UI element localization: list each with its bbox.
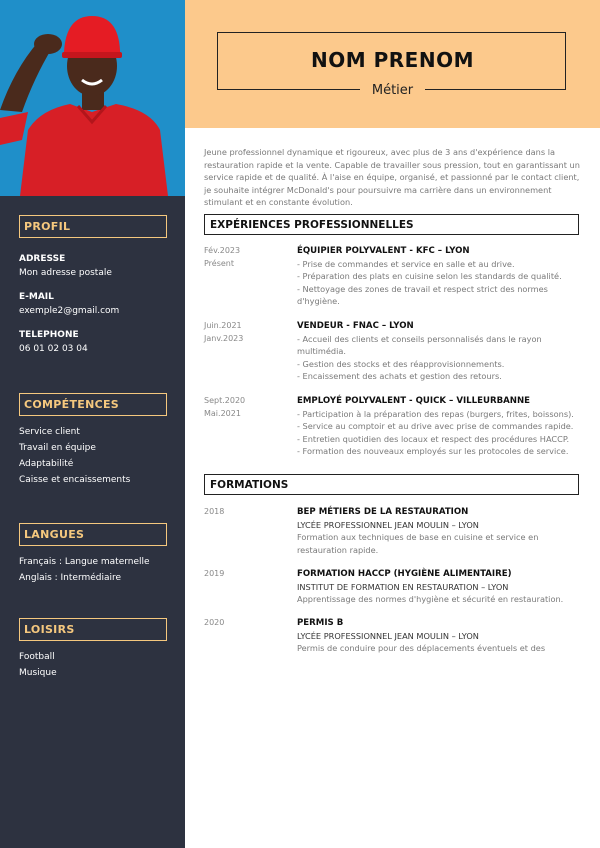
address-value: Mon adresse postale [19,268,112,278]
email-value: exemple2@gmail.com [19,306,120,316]
formation-body [297,506,583,556]
list-item: Caisse et encaissements [19,475,131,485]
experience-line: - Entretien quotidien des locaux et respect des procédures HACCP. [297,433,570,444]
date-start: Fév.2023 [204,246,241,255]
experience-dates [204,395,294,420]
job-title [185,79,600,98]
person-photo-illustration [0,0,185,196]
loisirs-list [19,652,167,678]
experience-title: ÉQUIPIER POLYVALENT - KFC – LYON [297,246,470,256]
experience-line: - Préparation des plats en cuisine selon les standards de qualité. [297,271,562,282]
list-item: Français : Langue maternelle [19,557,150,567]
list-item: Football [19,652,55,662]
experience-line: - Accueil des clients et conseils personnalisés dans le rayon [297,333,542,344]
experiences-title: EXPÉRIENCES PROFESSIONNELLES [204,214,579,235]
formation-school: LYCÉE PROFESSIONNEL JEAN MOULIN – LYON [297,519,479,530]
formation-school: INSTITUT DE FORMATION EN RESTAURATION – LYON [297,581,509,592]
experience-line: - Prise de commandes et service en salle et au drive. [297,258,515,269]
date-end: Janv.2023 [204,333,244,343]
competences-title: COMPÉTENCES [19,393,167,416]
experience-body [297,395,583,458]
formation-date: 2020 [204,618,225,627]
loisirs-title: LOISIRS [19,618,167,641]
formation-title: PERMIS B [297,618,344,628]
langues-list [19,557,167,583]
job-title-text: Métier [360,83,425,98]
langues-section [19,523,167,589]
sidebar [0,0,185,848]
phone-label: TELEPHONE [19,330,79,340]
competences-section [19,393,167,491]
full-name: NOM PRENOM [311,48,474,72]
list-item: Adaptabilité [19,459,74,469]
list-item: Service client [19,427,80,437]
profile-summary: Jeune professionnel dynamique et rigoureux, avec plus de 3 ans d'expérience dans la restauration rapide et la vente. Capable de travailler sous pression, tout en garantissant un service rapide et de qualité. À l'aise en équipe, organisé, et passionné par le contact client, je souhaite intégrer McDonald's pour poursuivre ma carrière dans un environnement stimulant et en constante évolution. [204,147,580,208]
email-label: E-MAIL [19,292,54,302]
experience-dates [204,245,294,270]
loisirs-section [19,618,167,684]
profil-title: PROFIL [19,215,167,238]
list-item: Anglais : Intermédiaire [19,573,122,583]
list-item: Travail en équipe [19,443,96,453]
formation-line: Permis de conduire pour des déplacements éventuels et des [297,643,546,654]
experience-dates [204,320,294,345]
date-start: Sept.2020 [204,396,246,405]
list-item: Musique [19,668,57,678]
profil-section [19,215,167,354]
date-end: Mai.2021 [204,408,241,418]
formation-line: Apprentissage des normes d'hygiène et sécurité en restauration. [297,594,564,605]
header-banner [185,0,600,128]
formation-date: 2019 [204,569,225,578]
formation-line: Formation aux techniques de base en cuisine et service en [297,532,539,543]
experience-line: - Formation des nouveaux employés sur les protocoles de service. [297,446,569,457]
address-label: ADRESSE [19,254,66,264]
formation-body [297,568,583,606]
phone-value: 06 01 02 03 04 [19,344,88,354]
experience-body [297,245,583,308]
formation-title: BEP MÉTIERS DE LA RESTAURATION [297,507,469,517]
langues-title: LANGUES [19,523,167,546]
experience-title: VENDEUR - FNAC – LYON [297,321,414,331]
formations-title: FORMATIONS [204,474,579,495]
date-end: Présent [204,258,235,268]
date-start: Juin.2021 [204,321,242,330]
formation-date: 2018 [204,507,225,516]
experience-line: multimédia. [297,346,347,357]
experience-title: EMPLOYÉ POLYVALENT - QUICK – VILLEURBANNE [297,396,531,406]
formation-line: restauration rapide. [297,544,379,555]
experience-line: - Participation à la préparation des repas (burgers, frites, boissons). [297,408,574,419]
experience-body [297,320,583,383]
experience-line: - Nettoyage des zones de travail et respect strict des normes [297,283,548,294]
competences-list [19,427,167,485]
experience-line: - Service au comptoir et au drive avec prise de commandes rapide. [297,421,574,432]
experience-line: d'hygiène. [297,296,340,307]
formation-body [297,617,583,655]
experience-line: - Gestion des stocks et des réapprovisionnements. [297,358,505,369]
formation-school: LYCÉE PROFESSIONNEL JEAN MOULIN – LYON [297,630,479,641]
formation-title: FORMATION HACCP (HYGIÈNE ALIMENTAIRE) [297,569,512,579]
profile-photo [0,0,185,196]
experience-line: - Encaissement des achats et gestion des retours. [297,371,502,382]
